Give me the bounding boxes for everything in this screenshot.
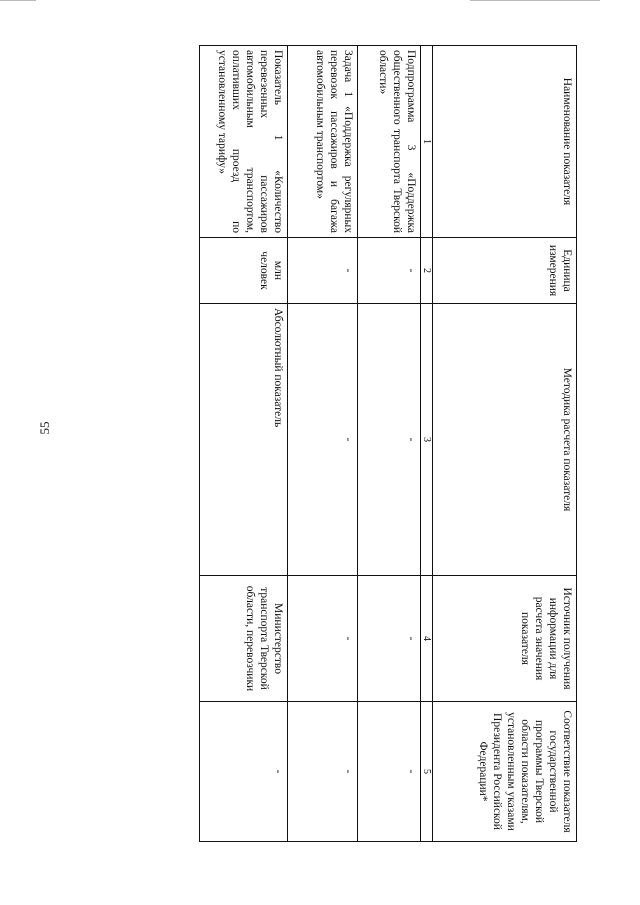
method-cell: - [288,304,358,576]
header-source: Источник получения информации для расчета значения показателя [432,576,576,702]
column-number: 4 [420,576,432,702]
column-number: 2 [420,238,432,304]
column-number-row [420,46,432,842]
source-cell: - [358,576,420,702]
task-name: Задача 1 «Поддержка регулярных перевозок пассажиров и багажа автомобильным транспортом» [288,46,358,238]
source-cell: Министерство транспорта Тверской области, перевозчики [200,576,288,702]
column-number: 5 [420,702,432,842]
method-cell: Абсолютный показатель [200,304,288,576]
compliance-cell: - [288,702,358,842]
unit-cell: млн человек [200,238,288,304]
table-row [288,46,358,842]
unit-cell: - [358,238,420,304]
indicator-table [199,45,577,842]
unit-cell: - [288,238,358,304]
scan-top-mark-left [0,0,36,1]
table-row [200,46,288,842]
column-number: 3 [420,304,432,576]
column-number: 1 [420,46,432,238]
table-row [358,46,420,842]
indicator-name: Показатель 1 «Количество перевезенных пассажиров автомобильным транспортом, оплативших проезд по установленному тарифу» [200,46,288,238]
header-indicator-name: Наименование показателя [432,46,576,238]
scan-top-mark-right [470,0,600,1]
header-compliance: Соответствие показателя государственной программы Тверской области показателям, установленным указами Президента Российской Федерации* [432,702,576,842]
page-number: 55 [37,421,52,435]
table-header-row [432,46,576,842]
method-cell: - [358,304,420,576]
compliance-cell: - [358,702,420,842]
compliance-cell: - [200,702,288,842]
header-unit: Единица измерения [432,238,576,304]
source-cell: - [288,576,358,702]
header-method: Методика расчета показателя [432,304,576,576]
rotated-table-wrapper [199,45,577,841]
subprogram-name: Подпрограмма 3 «Поддержка общественного транспорта Тверской области» [358,46,420,238]
